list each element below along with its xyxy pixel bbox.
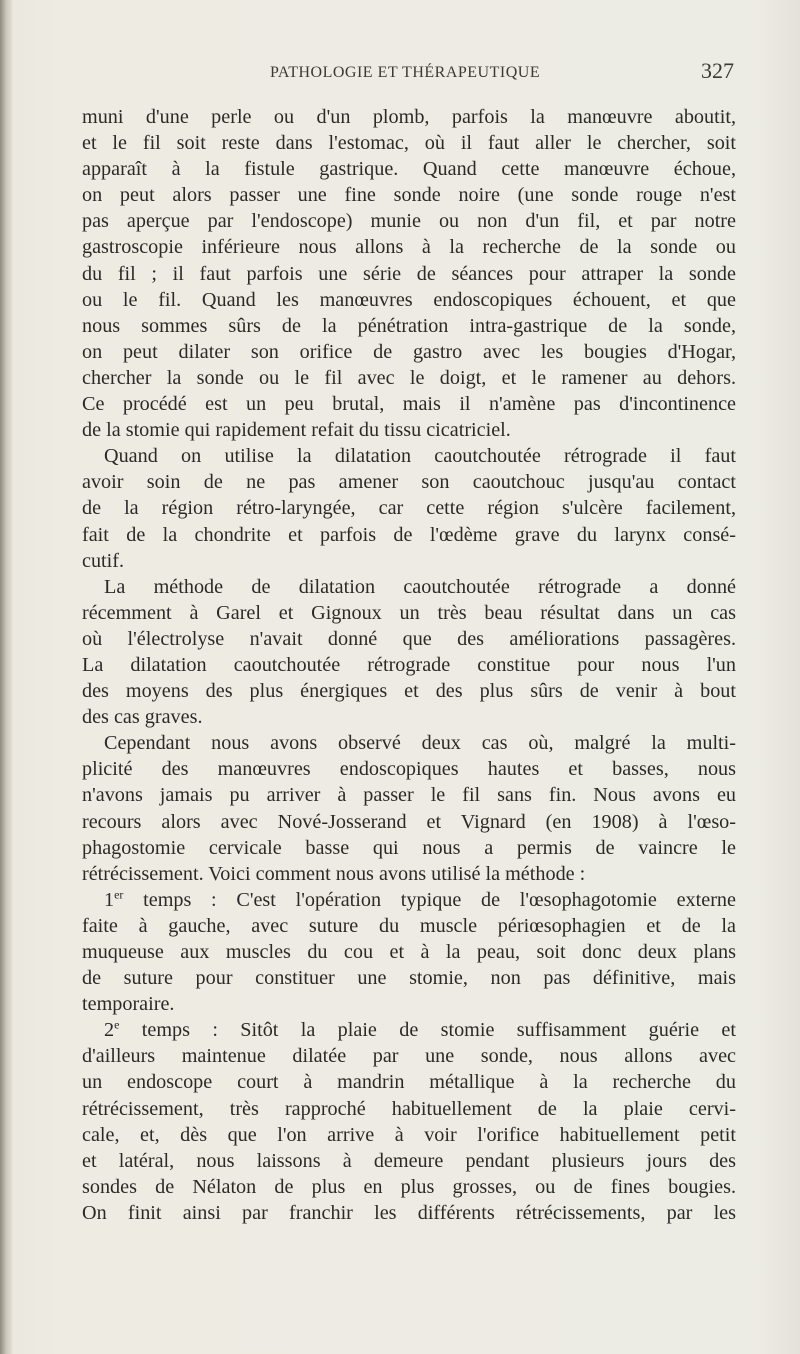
- text-line: [82, 626, 736, 652]
- text-line-content: apparaît à la fistule gastrique. Quand cette manœuvre échoue,: [82, 158, 736, 181]
- text-line: [82, 1096, 736, 1122]
- text-line-content: phagostomie cervicale basse qui nous a permis de vaincre le: [82, 836, 736, 859]
- text-line-content: avoir soin de ne pas amener son caoutchouc jusqu'au contact: [82, 471, 736, 494]
- text-line-content: rétrécissement, très rapproché habituellement de la plaie cervi-: [82, 1097, 736, 1120]
- text-line-content: nous sommes sûrs de la pénétration intra-gastrique de la sonde,: [82, 314, 736, 337]
- text-line: [82, 495, 736, 521]
- text-line: [82, 965, 736, 991]
- text-line: [82, 365, 736, 391]
- text-line: [82, 809, 736, 835]
- text-line-content: de la région rétro-laryngée, car cette région s'ulcère facilement,: [82, 497, 736, 520]
- text-line: [82, 939, 736, 965]
- text-line-content: des cas graves.: [82, 706, 203, 729]
- text-line-content: pas aperçue par l'endoscope) munie ou non d'un fil, et par notre: [82, 210, 736, 233]
- text-line-content: du fil ; il faut parfois une série de séances pour attraper la sonde: [82, 262, 736, 285]
- text-line: [82, 678, 736, 704]
- text-line-content: n'avons jamais pu arriver à passer le fil sans fin. Nous avons eu: [82, 784, 736, 807]
- text-line: [82, 287, 736, 313]
- text-line: [82, 130, 736, 156]
- text-line: [82, 313, 736, 339]
- text-line: [82, 1174, 736, 1200]
- text-line-content: gastroscopie inférieure nous allons à la recherche de la sonde ou: [82, 236, 736, 259]
- text-line-content: muqueuse aux muscles du cou et à la peau, soit donc deux plans: [82, 941, 736, 963]
- text-line-content: fait de la chondrite et parfois de l'œdème grave du larynx consé-: [82, 523, 736, 546]
- page-header: [82, 58, 734, 88]
- ordinal-number: 1: [104, 888, 115, 911]
- text-line: [82, 548, 736, 574]
- text-line: [82, 835, 736, 861]
- text-line: [82, 261, 736, 287]
- text-line: [82, 600, 736, 626]
- text-line-content: on peut alors passer une fine sonde noire (une sonde rouge n'est: [82, 184, 736, 207]
- text-line-content: Cependant nous avons observé deux cas où, malgré la multi-: [104, 732, 736, 755]
- text-line-content: On finit ainsi par franchir les différents rétrécissements, par les: [82, 1201, 736, 1224]
- running-title: PATHOLOGIE ET THÉRAPEUTIQUE: [270, 64, 541, 81]
- page-binding-shadow: [0, 0, 12, 1354]
- text-line: [82, 913, 736, 939]
- text-line: [82, 208, 736, 234]
- text-line: [82, 443, 736, 469]
- text-line: [82, 469, 736, 495]
- text-line-content: rétrécissement. Voici comment nous avons utilisé la méthode :: [82, 862, 586, 885]
- text-line-content: d'ailleurs maintenue dilatée par une sonde, nous allons avec: [82, 1045, 736, 1068]
- text-line-content: Quand on utilise la dilatation caoutchoutée rétrograde il faut: [104, 445, 736, 468]
- text-line-content: cutif.: [82, 549, 125, 572]
- text-line-content: on peut dilater son orifice de gastro avec les bougies d'Hogar,: [82, 340, 736, 363]
- text-line-content: de suture pour constituer une stomie, non pas définitive, mais: [82, 967, 736, 990]
- text-line-content: Ce procédé est un peu brutal, mais il n'amène pas d'incontinence: [82, 393, 736, 416]
- page-number: 327: [701, 58, 734, 83]
- text-line: [82, 339, 736, 365]
- text-line-content: chercher la sonde ou le fil avec le doigt, et le ramener au dehors.: [82, 366, 736, 389]
- text-line: [82, 756, 736, 782]
- text-line-content: des moyens des plus énergiques et des plus sûrs de venir à bout: [82, 680, 736, 703]
- text-line-content: et le fil soit reste dans l'estomac, où il faut aller le chercher, soit: [82, 132, 736, 155]
- text-line: [82, 156, 736, 182]
- text-line-content: temps : Sitôt la plaie de stomie suffisamment guérie et: [119, 1019, 736, 1042]
- text-line: [82, 234, 736, 260]
- text-line-content: cale, et, dès que l'on arrive à voir l'orifice habituellement petit: [82, 1123, 736, 1146]
- text-line: [82, 1122, 736, 1148]
- text-line: [82, 1069, 736, 1095]
- text-line-content: recours alors avec Nové-Josserand et Vignard (en 1908) à l'œso-: [82, 810, 736, 833]
- text-line-content: La dilatation caoutchoutée rétrograde constitue pour nous l'un: [82, 653, 736, 676]
- text-line: [82, 574, 736, 600]
- text-line-content: muni d'une perle ou d'un plomb, parfois la manœuvre aboutit,: [82, 106, 736, 128]
- text-line: [82, 522, 736, 548]
- ordinal-suffix: e: [114, 1017, 120, 1032]
- text-line-content: et latéral, nous laissons à demeure pendant plusieurs jours des: [82, 1149, 736, 1172]
- text-line: [82, 704, 736, 730]
- text-line: [82, 391, 736, 417]
- text-line-content: sondes de Nélaton de plus en plus grosses, ou de fines bougies.: [82, 1175, 736, 1198]
- text-line: [82, 991, 736, 1017]
- text-line: [82, 887, 736, 913]
- body-text: [82, 104, 736, 1226]
- text-line-content: temps : C'est l'opération typique de l'œsophagotomie externe: [123, 888, 736, 911]
- text-line-content: récemment à Garel et Gignoux un très beau résultat dans un cas: [82, 601, 736, 624]
- text-line-content: un endoscope court à mandrin métallique à la recherche du: [82, 1071, 736, 1094]
- text-line: [82, 782, 736, 808]
- text-line: [82, 1017, 736, 1043]
- text-line: [82, 1148, 736, 1174]
- text-line-content: de la stomie qui rapidement refait du tissu cicatriciel.: [82, 419, 511, 442]
- text-line-content: temporaire.: [82, 993, 175, 1016]
- ordinal-number: 2: [104, 1019, 115, 1042]
- text-line: [82, 1043, 736, 1069]
- text-line-content: plicité des manœuvres endoscopiques hautes et basses, nous: [82, 758, 736, 781]
- text-line-content: La méthode de dilatation caoutchoutée rétrograde a donné: [104, 575, 736, 598]
- text-line: [82, 104, 736, 130]
- text-line-content: ou le fil. Quand les manœuvres endoscopiques échouent, et que: [82, 288, 736, 311]
- text-line: [82, 1200, 736, 1226]
- text-line: [82, 861, 736, 887]
- text-line: [82, 652, 736, 678]
- text-line-content: faite à gauche, avec suture du muscle périœsophagien et de la: [82, 914, 736, 937]
- text-line-content: où l'électrolyse n'avait donné que des améliorations passagères.: [82, 627, 736, 650]
- ordinal-suffix: er: [114, 887, 124, 902]
- text-line: [82, 417, 736, 443]
- text-line: [82, 182, 736, 208]
- text-line: [82, 730, 736, 756]
